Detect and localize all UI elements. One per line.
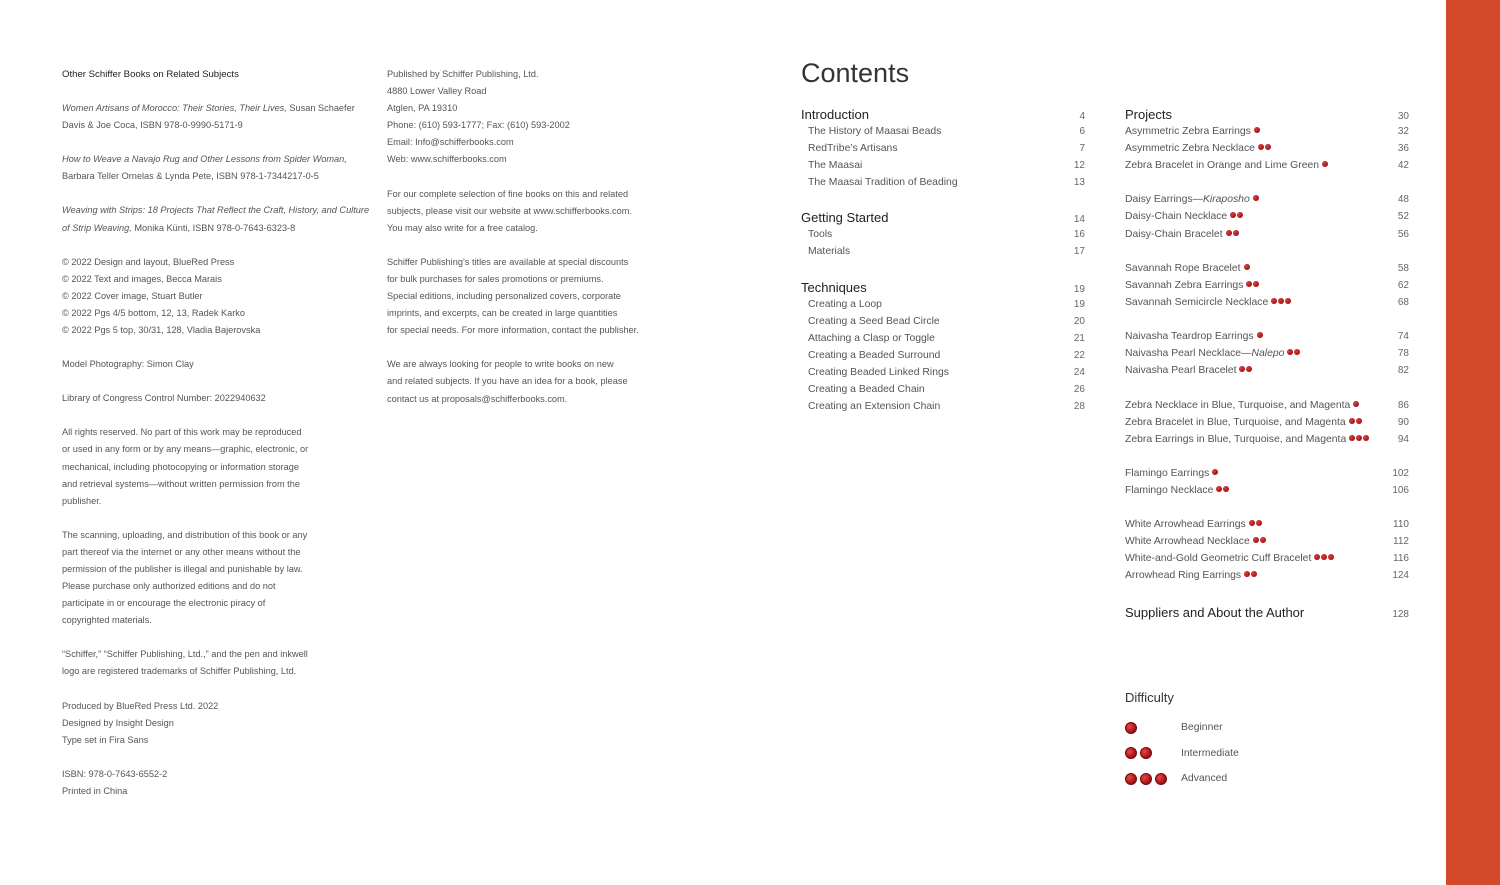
trademark-notice — [62, 646, 372, 680]
bead-icon — [1125, 773, 1137, 785]
entry-text: Flamingo Earrings — [1125, 467, 1210, 479]
entry-page: 28 — [1073, 401, 1085, 413]
section-title: Suppliers and About the Author — [1125, 604, 1305, 620]
entry-page: 78 — [1397, 348, 1409, 360]
bead-icon — [1321, 554, 1327, 560]
text-line: Email: Info@schifferbooks.com — [387, 137, 514, 148]
text-line: contact us at proposals@schifferbooks.com. — [387, 393, 568, 404]
bead-icon — [1246, 366, 1252, 372]
toc-section-heading[interactable] — [801, 210, 1085, 229]
entry-label — [1125, 280, 1259, 291]
difficulty-beads — [1352, 400, 1359, 411]
toc-section — [801, 210, 1085, 263]
difficulty-beads — [1229, 211, 1243, 222]
toc-entry[interactable] — [801, 367, 1085, 384]
bead-icon — [1278, 298, 1284, 304]
entry-label: Creating a Loop — [808, 298, 882, 310]
toc-section-heading[interactable] — [801, 280, 1085, 299]
toc-section-projects[interactable] — [1125, 107, 1409, 126]
difficulty-beads — [1253, 126, 1260, 137]
toc-entry[interactable] — [801, 246, 1085, 263]
entry-page: 36 — [1397, 143, 1409, 155]
projects-list — [1125, 126, 1409, 588]
entry-label — [1125, 126, 1260, 137]
difficulty-beads — [1225, 229, 1239, 240]
entry-page: 58 — [1397, 262, 1409, 274]
entry-label: Tools — [808, 229, 833, 241]
text-line: Schiffer Publishing’s titles are available at special discounts — [387, 256, 629, 267]
entry-text: Zebra Bracelet in Blue, Turquoise, and Magenta — [1125, 416, 1346, 428]
entry-text: Savannah Rope Bracelet — [1125, 262, 1241, 274]
bead-icon — [1294, 349, 1300, 355]
bead-icon — [1140, 773, 1152, 785]
text-line: © 2022 Pgs 4/5 bottom, 12, 13, Radek Karko — [62, 307, 245, 318]
entry-label: RedTribe’s Artisans — [808, 143, 898, 155]
entry-page: 22 — [1073, 349, 1085, 361]
project-entry[interactable] — [1125, 194, 1409, 211]
text-line: You may also write for a free catalog. — [387, 222, 538, 233]
entry-label: Materials — [808, 246, 851, 258]
project-group — [1125, 263, 1409, 314]
project-entry[interactable] — [1125, 143, 1409, 160]
text-line: 4880 Lower Valley Road — [387, 86, 487, 97]
entry-label — [1125, 536, 1266, 547]
toc-entry[interactable] — [801, 143, 1085, 160]
text-line: or used in any form or by any means—graphic, electronic, or — [62, 444, 309, 455]
entry-label — [1125, 211, 1243, 222]
difficulty-beads — [1257, 143, 1271, 154]
bead-icon — [1253, 537, 1259, 543]
bead-icon — [1253, 195, 1259, 201]
book-title: Women Artisans of Morocco: Their Stories, Their Lives, — [62, 103, 287, 114]
text-line: imprints, and excerpts, can be created in large quantities — [387, 308, 618, 319]
bead-icon — [1251, 571, 1257, 577]
entry-text: White Arrowhead Necklace — [1125, 536, 1250, 548]
difficulty-level — [1125, 741, 1239, 767]
project-entry[interactable] — [1125, 348, 1409, 365]
text-line: for special needs. For more information, contact the publisher. — [387, 325, 639, 336]
entry-text: Daisy-Chain Bracelet — [1125, 228, 1223, 240]
entry-label: Creating a Beaded Surround — [808, 349, 941, 361]
entry-page: 52 — [1397, 211, 1409, 223]
project-group — [1125, 400, 1409, 451]
section-page: 14 — [1073, 214, 1085, 226]
book-title: How to Weave a Navajo Rug and Other Lessons from Spider Woman, — [62, 154, 347, 165]
project-entry[interactable] — [1125, 570, 1409, 587]
entry-label — [1125, 143, 1271, 154]
bead-icon — [1314, 554, 1320, 560]
toc-entry[interactable] — [801, 333, 1085, 350]
toc-entry[interactable] — [801, 316, 1085, 333]
rights-notice — [62, 424, 372, 509]
entry-label — [1125, 229, 1239, 240]
entry-text: Asymmetric Zebra Necklace — [1125, 143, 1255, 155]
bead-icon — [1233, 230, 1239, 236]
toc-section — [801, 107, 1085, 194]
toc-left-column — [801, 107, 1085, 434]
entry-text: Zebra Earrings in Blue, Turquoise, and Magenta — [1125, 433, 1347, 445]
entry-page: 106 — [1392, 484, 1409, 496]
entry-page: 112 — [1393, 536, 1409, 548]
difficulty-beads — [1243, 570, 1257, 581]
difficulty-beads — [1348, 417, 1362, 428]
entry-label: The History of Maasai Beads — [808, 126, 942, 137]
bead-icon — [1226, 230, 1232, 236]
entry-page: 6 — [1079, 126, 1085, 137]
section-title: Techniques — [801, 279, 867, 295]
bead-icon — [1271, 298, 1277, 304]
entry-text: Naivasha Pearl Necklace— — [1125, 348, 1252, 360]
text-line: Type set in Fira Sans — [62, 734, 149, 745]
catalog-note — [387, 186, 687, 237]
difficulty-beads — [1313, 553, 1334, 564]
toc-entry[interactable] — [801, 126, 1085, 143]
toc-entry[interactable] — [801, 229, 1085, 246]
section-page: 19 — [1073, 283, 1085, 295]
colophon-column — [62, 66, 372, 817]
project-group — [1125, 331, 1409, 382]
related-book — [62, 100, 372, 134]
entry-label: Creating a Beaded Chain — [808, 384, 925, 396]
entry-text: White Arrowhead Earrings — [1125, 519, 1246, 531]
difficulty-beads — [1245, 280, 1259, 291]
difficulty-label: Advanced — [1181, 773, 1228, 785]
toc-section — [801, 280, 1085, 419]
entry-page: 16 — [1073, 229, 1085, 241]
book-title: Weaving with Strips: 18 Projects That Reflect the Craft, History, and Culture of Strip Weaving, — [62, 205, 370, 233]
text-line: © 2022 Cover image, Stuart Butler — [62, 290, 203, 301]
difficulty-level — [1125, 715, 1239, 741]
difficulty-beads — [1348, 434, 1369, 445]
text-line: ISBN: 978-0-7643-6552-2 — [62, 768, 168, 779]
project-entry[interactable] — [1125, 365, 1409, 382]
entry-label — [1125, 485, 1229, 496]
bead-icon — [1244, 571, 1250, 577]
entry-text: Arrowhead Ring Earrings — [1125, 570, 1242, 582]
text-line: participate in or encourage the electronic piracy of — [62, 598, 266, 609]
text-line: mechanical, including photocopying or information storage — [62, 461, 299, 472]
text-line: All rights reserved. No part of this work may be reproduced — [62, 427, 302, 438]
text-line: Please purchase only authorized editions and do not — [62, 581, 276, 592]
production-credits — [62, 698, 372, 749]
entry-page: 86 — [1397, 399, 1409, 411]
authors-wanted-note — [387, 356, 687, 407]
difficulty-beads — [1243, 263, 1250, 274]
entry-page: 62 — [1397, 279, 1409, 291]
toc-entry[interactable] — [801, 160, 1085, 177]
bead-icon — [1212, 469, 1218, 475]
book-details: Barbara Teller Ornelas & Lynda Pete, ISBN 978-1-7344217-0-5 — [62, 171, 319, 182]
difficulty-beads — [1125, 773, 1181, 785]
difficulty-legend — [1125, 690, 1239, 792]
entry-page: 48 — [1397, 194, 1409, 206]
entry-page: 7 — [1079, 143, 1085, 155]
section-title: Projects — [1125, 107, 1172, 122]
text-line: © 2022 Text and images, Becca Marais — [62, 273, 222, 284]
section-page: 30 — [1397, 111, 1409, 122]
book-details: Susan Schaefer Davis & Joe Coca, ISBN 978-0-9990-5171-9 — [62, 103, 355, 131]
difficulty-beads — [1286, 348, 1300, 359]
toc-entry[interactable] — [801, 299, 1085, 316]
difficulty-title: Difficulty — [1125, 690, 1174, 705]
bead-icon — [1155, 773, 1167, 785]
text-line: publisher. — [62, 495, 102, 506]
project-group — [1125, 468, 1409, 502]
bead-icon — [1363, 435, 1369, 441]
bead-icon — [1260, 537, 1266, 543]
toc-entry[interactable] — [801, 384, 1085, 401]
project-group — [1125, 194, 1409, 245]
entry-label — [1125, 434, 1369, 445]
entry-page: 102 — [1392, 467, 1409, 479]
toc-section-suppliers[interactable] — [1125, 605, 1409, 620]
entry-page: 19 — [1073, 298, 1085, 310]
section-title: Introduction — [801, 107, 869, 122]
related-book — [62, 202, 372, 236]
entry-page: 24 — [1073, 366, 1085, 378]
project-entry[interactable] — [1125, 331, 1409, 348]
difficulty-beads — [1211, 468, 1218, 479]
project-entry[interactable] — [1125, 536, 1409, 553]
difficulty-beads — [1252, 194, 1259, 205]
bead-icon — [1216, 486, 1222, 492]
bead-icon — [1258, 144, 1264, 150]
entry-page: 90 — [1397, 416, 1409, 428]
entry-text: White-and-Gold Geometric Cuff Bracelet — [1125, 553, 1312, 565]
text-line: For our complete selection of fine books on this and related — [387, 188, 629, 199]
bead-icon — [1356, 435, 1362, 441]
entry-label — [1125, 570, 1257, 581]
project-entry[interactable] — [1125, 519, 1409, 536]
bead-icon — [1140, 747, 1152, 759]
scanning-notice — [62, 527, 372, 630]
difficulty-beads — [1256, 331, 1263, 342]
text-line: The scanning, uploading, and distribution of this book or any — [62, 529, 308, 540]
text-line: and retrieval systems—without written permission from the — [62, 478, 300, 489]
entry-label — [1125, 160, 1328, 171]
entry-italic: Nalepo — [1251, 348, 1285, 360]
orange-page-edge — [1446, 0, 1500, 885]
entry-page: 32 — [1397, 126, 1409, 137]
text-line: and related subjects. If you have an idea for a book, please — [387, 376, 628, 387]
bead-icon — [1353, 401, 1359, 407]
project-entry[interactable] — [1125, 263, 1409, 280]
project-group — [1125, 126, 1409, 177]
difficulty-beads — [1125, 747, 1181, 759]
text-line: Produced by BlueRed Press Ltd. 2022 — [62, 700, 219, 711]
entry-text: Zebra Necklace in Blue, Turquoise, and Magenta — [1125, 399, 1351, 411]
bead-icon — [1223, 486, 1229, 492]
copyright-notices — [62, 254, 372, 339]
project-entry[interactable] — [1125, 468, 1409, 485]
bead-icon — [1244, 264, 1250, 270]
text-line: logo are registered trademarks of Schiffer Publishing, Ltd. — [62, 666, 297, 677]
special-sales-note — [387, 254, 687, 339]
project-entry[interactable] — [1125, 553, 1409, 570]
toc-section-heading[interactable] — [801, 107, 1085, 126]
entry-page: 12 — [1073, 160, 1085, 172]
entry-text: Flamingo Necklace — [1125, 484, 1214, 496]
bead-icon — [1256, 520, 1262, 526]
entry-page: 13 — [1073, 177, 1085, 189]
bead-icon — [1249, 520, 1255, 526]
entry-label: Creating an Extension Chain — [808, 401, 941, 413]
toc-entry[interactable] — [801, 177, 1085, 194]
difficulty-levels — [1125, 715, 1239, 792]
related-books-list — [62, 100, 372, 237]
entry-page: 68 — [1397, 296, 1409, 308]
section-page: 128 — [1392, 608, 1409, 620]
difficulty-label: Intermediate — [1181, 747, 1239, 759]
project-entry[interactable] — [1125, 417, 1409, 434]
entry-label — [1125, 263, 1250, 274]
text-line: We are always looking for people to write books on new — [387, 359, 614, 370]
contents-title: Contents — [801, 58, 910, 88]
bead-icon — [1246, 281, 1252, 287]
project-entry[interactable] — [1125, 280, 1409, 297]
entry-page: 26 — [1073, 384, 1085, 396]
text-line: for bulk purchases for sales promotions or premiums. — [387, 273, 604, 284]
entry-label: Creating Beaded Linked Rings — [808, 366, 949, 378]
entry-text: Naivasha Teardrop Earrings — [1125, 331, 1254, 343]
bead-icon — [1349, 435, 1355, 441]
bead-icon — [1265, 144, 1271, 150]
entry-label — [1125, 365, 1252, 376]
entry-label — [1125, 553, 1334, 564]
entry-label — [1125, 348, 1300, 359]
section-page: 4 — [1079, 111, 1085, 122]
project-entry[interactable] — [1125, 297, 1409, 314]
entry-text: Asymmetric Zebra Earrings — [1125, 126, 1251, 137]
loc-number: Library of Congress Control Number: 2022940632 — [62, 393, 266, 404]
entry-label — [1125, 331, 1263, 342]
text-line: Phone: (610) 593-1777; Fax: (610) 593-2002 — [387, 120, 570, 131]
text-line: Special editions, including personalized covers, corporate — [387, 291, 621, 302]
entry-page: 124 — [1392, 570, 1409, 582]
difficulty-beads — [1248, 519, 1262, 530]
entry-page: 56 — [1397, 228, 1409, 240]
entry-label — [1125, 297, 1291, 308]
publisher-column — [387, 66, 687, 425]
text-line: subjects, please visit our website at www.schifferbooks.com. — [387, 205, 632, 216]
bead-icon — [1356, 418, 1362, 424]
bead-icon — [1125, 722, 1137, 734]
entry-label — [1125, 519, 1262, 530]
entry-label — [1125, 400, 1359, 411]
text-line: © 2022 Design and layout, BlueRed Press — [62, 256, 235, 267]
difficulty-label: Beginner — [1181, 722, 1223, 734]
project-entry[interactable] — [1125, 211, 1409, 228]
text-line: © 2022 Pgs 5 top, 30/31, 128, Vladia Bajerovska — [62, 325, 261, 336]
difficulty-beads — [1270, 297, 1291, 308]
entry-label: Attaching a Clasp or Toggle — [808, 332, 935, 344]
bead-icon — [1237, 212, 1243, 218]
entry-text: Daisy Earrings— — [1125, 194, 1203, 206]
project-group — [1125, 519, 1409, 587]
text-line: permission of the publisher is illegal and punishable by law. — [62, 563, 303, 574]
entry-label: Creating a Seed Bead Circle — [808, 315, 940, 327]
entry-label: The Maasai — [808, 160, 863, 172]
bead-icon — [1285, 298, 1291, 304]
entry-page: 74 — [1397, 331, 1409, 343]
text-line: Published by Schiffer Publishing, Ltd. — [387, 69, 539, 79]
book-details: Monika Künti, ISBN 978-0-7643-6323-8 — [131, 222, 296, 233]
bead-icon — [1253, 281, 1259, 287]
entry-text: Naivasha Pearl Bracelet — [1125, 365, 1237, 377]
text-line: “Schiffer,” “Schiffer Publishing, Ltd.,” and the pen and inkwell — [62, 649, 308, 660]
entry-page: 17 — [1073, 246, 1085, 258]
entry-text: Zebra Bracelet in Orange and Lime Green — [1125, 160, 1320, 172]
entry-label — [1125, 417, 1362, 428]
isbn-info — [62, 766, 372, 800]
related-book — [62, 151, 372, 185]
entry-page: 116 — [1393, 553, 1409, 565]
text-line: Web: www.schifferbooks.com — [387, 154, 507, 165]
toc-entry[interactable] — [801, 401, 1085, 418]
project-entry[interactable] — [1125, 485, 1409, 502]
difficulty-beads — [1125, 722, 1181, 734]
text-line: Printed in China — [62, 785, 128, 796]
publisher-address — [387, 66, 687, 169]
bead-icon — [1328, 554, 1334, 560]
toc-right-column — [1125, 107, 1409, 620]
bead-icon — [1287, 349, 1293, 355]
entry-page: 21 — [1073, 332, 1085, 344]
text-line: Atglen, PA 19310 — [387, 103, 458, 114]
bead-icon — [1349, 418, 1355, 424]
difficulty-beads — [1215, 485, 1229, 496]
project-entry[interactable] — [1125, 229, 1409, 246]
entry-label: The Maasai Tradition of Beading — [808, 177, 958, 189]
project-entry[interactable] — [1125, 160, 1409, 177]
related-books-heading: Other Schiffer Books on Related Subjects — [62, 69, 239, 80]
difficulty-beads — [1321, 160, 1328, 171]
text-line: part thereof via the internet or any other means without the — [62, 546, 301, 557]
difficulty-level — [1125, 766, 1239, 792]
difficulty-beads — [1238, 365, 1252, 376]
bead-icon — [1230, 212, 1236, 218]
model-photography: Model Photography: Simon Clay — [62, 359, 194, 370]
bead-icon — [1322, 161, 1328, 167]
entry-text: Savannah Zebra Earrings — [1125, 279, 1244, 291]
entry-page: 110 — [1393, 519, 1409, 531]
bead-icon — [1257, 332, 1263, 338]
bead-icon — [1239, 366, 1245, 372]
section-title: Getting Started — [801, 210, 889, 226]
toc-entry[interactable] — [801, 350, 1085, 367]
entry-text: Daisy-Chain Necklace — [1125, 211, 1228, 223]
bead-icon — [1125, 747, 1137, 759]
project-entry[interactable] — [1125, 400, 1409, 417]
entry-page: 82 — [1397, 365, 1409, 377]
entry-text: Savannah Semicircle Necklace — [1125, 296, 1269, 308]
text-line: Designed by Insight Design — [62, 717, 174, 728]
entry-italic: Kiraposho — [1202, 194, 1250, 206]
entry-page: 42 — [1397, 160, 1409, 172]
difficulty-beads — [1252, 536, 1266, 547]
bead-icon — [1254, 127, 1260, 133]
entry-label — [1125, 468, 1218, 479]
entry-page: 20 — [1073, 315, 1085, 327]
project-entry[interactable] — [1125, 126, 1409, 143]
entry-page: 94 — [1397, 433, 1409, 445]
project-entry[interactable] — [1125, 434, 1409, 451]
text-line: copyrighted materials. — [62, 615, 152, 626]
entry-label — [1125, 194, 1259, 205]
